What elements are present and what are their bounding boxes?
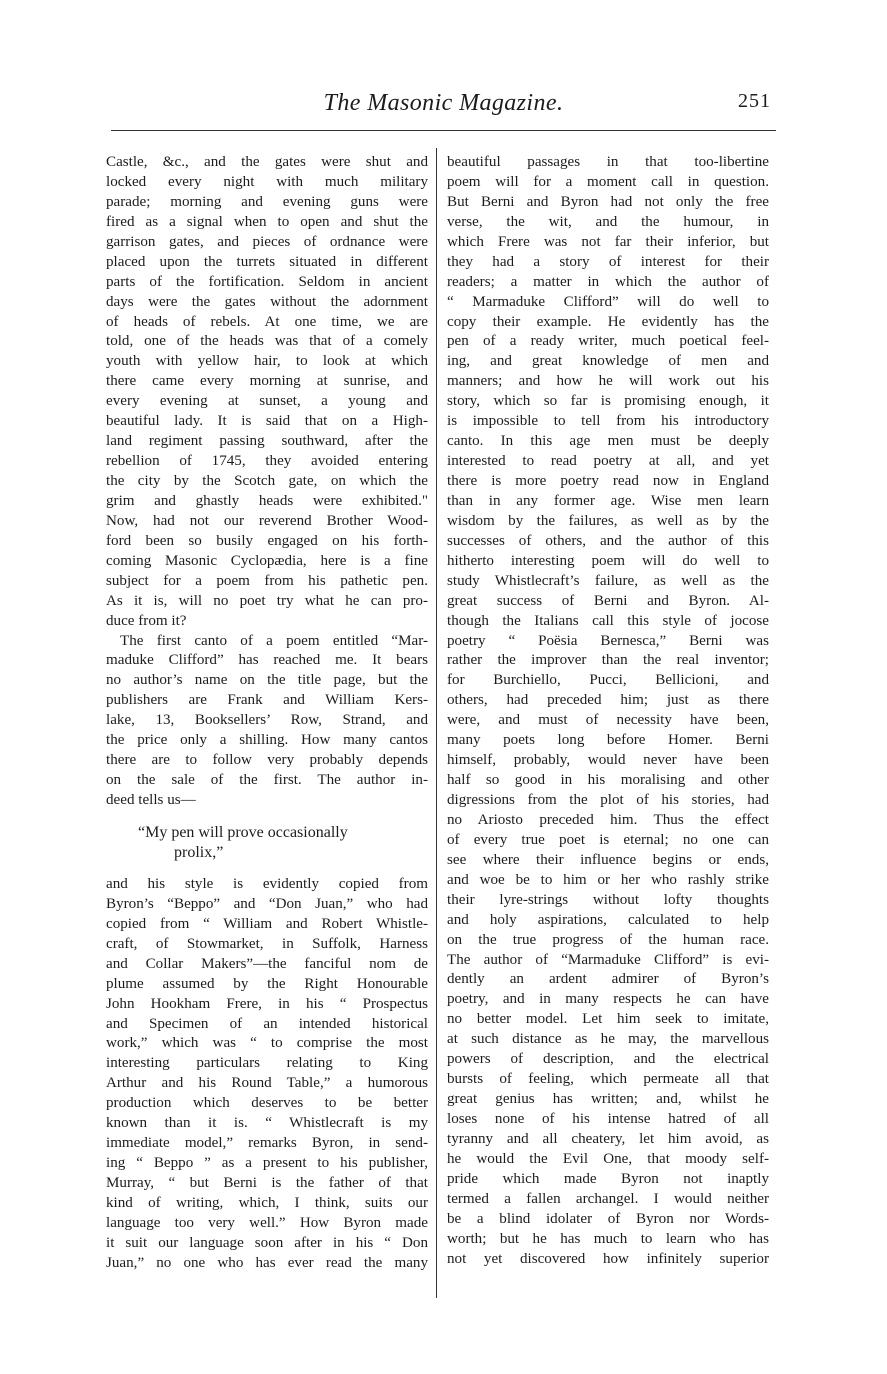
running-title: The Masonic Magazine.: [323, 90, 564, 116]
text-line: But Berni and Byron had not only the free: [447, 193, 769, 210]
text-line: which Frere was not far their inferior, but: [447, 233, 769, 250]
text-line: youth with yellow hair, to look at which: [106, 353, 428, 370]
text-line: craft, of Stowmarket, in Suffolk, Harness: [106, 935, 428, 952]
text-line: there is more poetry read now in England: [447, 473, 769, 489]
paragraph-continuation: [447, 153, 769, 1270]
page-number: 251: [738, 90, 771, 112]
quote-line: “My pen will prove occasionally: [138, 823, 348, 841]
text-line: no author’s name on the title page, but the: [106, 672, 428, 689]
text-line: poetry “ Poësia Bernesca,” Berni was: [447, 632, 769, 649]
text-line: on the sale of the first. The author in-: [106, 772, 428, 789]
text-line: rather the improver than the real inventor;: [447, 652, 769, 669]
text-line: termed a fallen archangel. I would neither: [447, 1190, 769, 1207]
text-line: parade; morning and evening guns were: [106, 193, 428, 210]
text-line: parts of the fortification. Seldom in ancient: [106, 273, 428, 290]
text-line: deed tells us—: [106, 792, 196, 808]
text-line: subject for a poem from his pathetic pen.: [106, 572, 428, 589]
text-line: interesting particulars relating to King: [106, 1055, 428, 1072]
text-line: copy their example. He evidently has the: [447, 313, 769, 330]
text-line: hitherto interesting poem will do well to: [447, 552, 769, 569]
text-line: Now, had not our reverend Brother Wood-: [106, 512, 428, 529]
text-line: work,” which was “ to comprise the most: [106, 1035, 428, 1052]
text-line: he would the Evil One, that moody self-: [447, 1150, 769, 1167]
text-line: production which deserves to be better: [106, 1095, 428, 1112]
text-line: fired as a signal when to open and shut the: [106, 213, 428, 230]
right-column: [447, 153, 769, 1270]
text-line: Murray, “ but Berni is the father of that: [106, 1175, 428, 1191]
text-line: loses none of his intense hatred of all: [447, 1111, 769, 1127]
text-line: were, and must of necessity have been,: [447, 712, 769, 729]
text-line: their lyre-strings without lofty thoughts: [447, 891, 769, 908]
text-line: plume assumed by the Right Honourable: [106, 975, 428, 992]
text-line: told, one of the heads was that of a comely: [106, 333, 428, 350]
text-line: no better model. Let him seek to imitate,: [447, 1011, 769, 1028]
left-column: [106, 153, 428, 1274]
text-line: there came every morning at sunrise, and: [106, 373, 428, 390]
text-line: duce from it?: [106, 612, 187, 629]
text-line: wisdom by the failures, as well as by the: [447, 512, 769, 529]
text-line: poetry, and in many respects he can have: [447, 991, 769, 1008]
text-line: and holy aspirations, calculated to help: [447, 911, 769, 928]
text-line: Arthur and his Round Table,” a humorous: [106, 1075, 428, 1092]
text-line: dently an ardent admirer of Byron’s: [447, 971, 769, 988]
text-line: on the true progress of the human race.: [447, 931, 769, 948]
text-line: The author of “Marmaduke Clifford” is evi-: [447, 951, 769, 968]
text-line: manners; and how he will work out his: [447, 373, 769, 390]
text-line: ford been so busily engaged on his forth-: [106, 532, 428, 549]
text-line: days were the gates without the adornment: [106, 293, 428, 310]
text-line: there are to follow very probably depends: [106, 752, 428, 769]
text-line: and Specimen of an intended historical: [106, 1015, 428, 1032]
text-line: Castle, &c., and the gates were shut and: [106, 154, 428, 170]
text-line: poem will for a moment call in question.: [447, 173, 769, 190]
text-line: copied from “ William and Robert Whistle-: [106, 915, 428, 932]
text-line: for Burchiello, Pucci, Bellicioni, and: [447, 672, 769, 689]
text-line: story, which so far is promising enough, it: [447, 393, 769, 410]
text-line: coming Masonic Cyclopædia, here is a fine: [106, 552, 428, 569]
text-line: great success of Berni and Byron. Al-: [447, 592, 769, 609]
text-line: of every true poet is eternal; no one can: [447, 831, 769, 848]
text-line: John Hookham Frere, in his “ Prospectus: [106, 995, 428, 1012]
text-line: and woe be to him or her who rashly strike: [447, 871, 769, 888]
text-line: beautiful lady. It is said that on a High-: [106, 413, 428, 430]
text-line: see where their influence begins or ends,: [447, 851, 769, 868]
text-line: though the Italians call this style of jocose: [447, 612, 769, 629]
column-divider: [436, 148, 437, 1298]
text-line: at such distance as he may, the marvellous: [447, 1031, 769, 1048]
text-line: “ Marmaduke Clifford” will do well to: [447, 293, 769, 310]
text-line: the price only a shilling. How many cantos: [106, 732, 428, 749]
text-line: tyranny and all cheatery, let him avoid, as: [447, 1130, 769, 1147]
text-line: many poets long before Homer. Berni: [447, 732, 769, 749]
paragraph-style-copied: [106, 875, 428, 1274]
text-line: grim and ghastly heads were exhibited.": [106, 492, 428, 509]
text-line: Byron’s “Beppo” and “Don Juan,” who had: [106, 895, 428, 912]
text-line: Juan,” no one who has ever read the many: [106, 1254, 428, 1271]
text-line: every evening at sunset, a young and: [106, 393, 428, 410]
text-line: As it is, will no poet try what he can pro-: [106, 592, 428, 609]
text-line: worth; but he has much to learn who has: [447, 1230, 769, 1247]
block-quote: [106, 823, 428, 863]
text-line: verse, the wit, and the humour, in: [447, 213, 769, 230]
text-line: The first canto of a poem entitled “Mar-: [120, 632, 428, 649]
header-rule: [111, 130, 776, 131]
text-line: rebellion of 1745, they avoided entering: [106, 453, 428, 470]
text-line: and Collar Makers”—the fanciful nom de: [106, 955, 428, 972]
text-line: interested to read poetry at all, and yet: [447, 453, 769, 470]
text-line: of heads of rebels. At one time, we are: [106, 313, 428, 330]
text-line: himself, probably, would never have been: [447, 752, 769, 769]
text-line: lake, 13, Booksellers’ Row, Strand, and: [106, 712, 428, 729]
text-line: is impossible to tell from his introductory: [447, 413, 769, 430]
text-line: readers; a matter in which the author of: [447, 273, 769, 290]
text-line: be a blind idolater of Byron nor Words-: [447, 1210, 769, 1227]
text-line: and his style is evidently copied from: [106, 875, 428, 892]
text-line: kind of writing, which, I think, suits our: [106, 1194, 428, 1211]
paragraph-marmaduke-intro: [106, 632, 428, 811]
text-line: no Ariosto preceded him. Thus the effect: [447, 811, 769, 828]
text-line: bursts of feeling, which permeate all that: [447, 1071, 769, 1088]
text-line: publishers are Frank and William Kers-: [106, 692, 428, 709]
text-line: digressions from the plot of his stories, had: [447, 792, 769, 808]
text-line: immediate model,” remarks Byron, in send-: [106, 1135, 428, 1152]
text-line: pride which made Byron not inaptly: [447, 1170, 769, 1187]
text-line: great genius has written; and, whilst he: [447, 1091, 769, 1108]
text-line: garrison gates, and pieces of ordnance were: [106, 233, 428, 250]
text-line: not yet discovered how infinitely superior: [447, 1250, 769, 1267]
text-line: ing, and great knowledge of men and: [447, 353, 769, 370]
text-line: land regiment passing southward, after the: [106, 433, 428, 450]
text-line: they had a story of interest for their: [447, 253, 769, 270]
text-line: the city by the Scotch gate, on which the: [106, 473, 428, 489]
text-line: beautiful passages in that too-libertine: [447, 154, 769, 170]
text-line: language too very well.” How Byron made: [106, 1214, 428, 1231]
text-line: than in any former age. Wise men learn: [447, 492, 769, 509]
text-line: pen of a ready writer, much poetical feel-: [447, 333, 769, 350]
text-line: successes of others, and the author of this: [447, 532, 769, 549]
paragraph-castle: [106, 153, 428, 632]
text-line: locked every night with much military: [106, 173, 428, 190]
text-line: others, had preceded him; just as there: [447, 692, 769, 709]
text-line: placed upon the turrets situated in different: [106, 253, 428, 270]
quote-line: prolix,”: [174, 843, 224, 861]
text-line: half so good in his moralising and other: [447, 772, 769, 789]
text-line: it suit our language soon after in his “ Don: [106, 1234, 428, 1251]
text-line: canto. In this age men must be deeply: [447, 433, 769, 450]
text-line: powers of description, and the electrical: [447, 1051, 769, 1068]
text-line: ing “ Beppo ” as a present to his publisher,: [106, 1155, 428, 1172]
text-line: study Whistlecraft’s failure, as well as the: [447, 572, 769, 589]
text-line: maduke Clifford” has reached me. It bears: [106, 652, 428, 669]
text-line: known than it is. “ Whistlecraft is my: [106, 1115, 428, 1132]
